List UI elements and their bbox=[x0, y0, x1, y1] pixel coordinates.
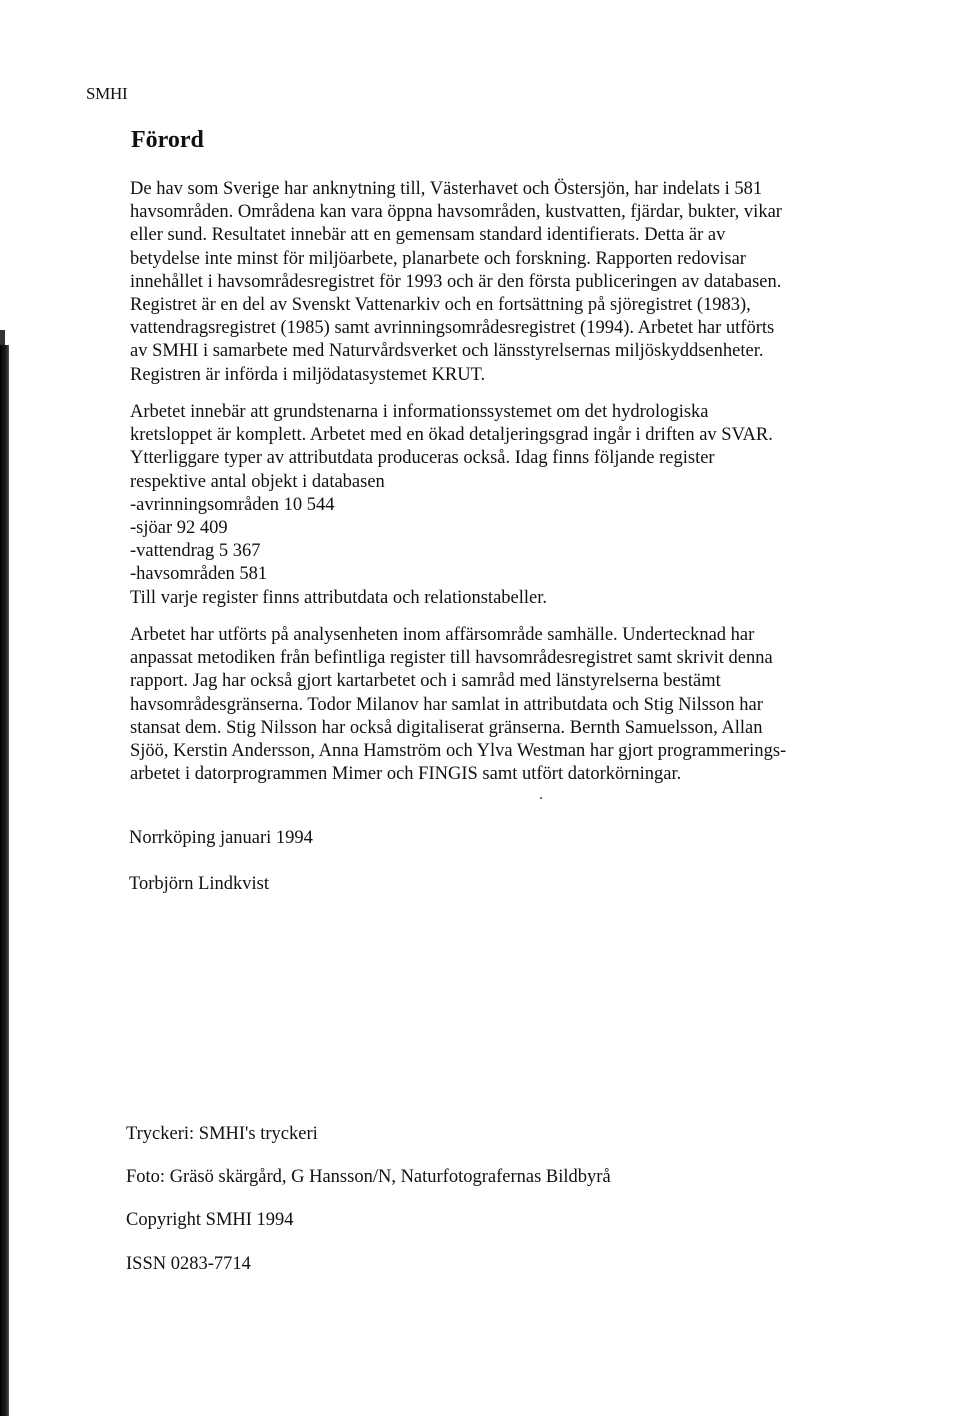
text-line: Ytterliggare typer av attributdata produceras också. Idag finns följande register bbox=[130, 448, 715, 469]
text-line: av SMHI i samarbete med Naturvårdsverket och länsstyrelsernas miljöskyddsenheter. bbox=[130, 341, 764, 362]
colophon-copyright: Copyright SMHI 1994 bbox=[126, 1210, 294, 1230]
text-line: havsområdesgränserna. Todor Milanov har samlat in attributdata och Stig Nilsson har bbox=[130, 694, 763, 715]
colophon-photo-credit: Foto: Gräsö skärgård, G Hansson/N, Naturfotografernas Bildbyrå bbox=[126, 1167, 611, 1187]
text-line: betydelse inte minst för miljöarbete, planarbete och forskning. Rapporten redovisar bbox=[130, 248, 746, 269]
colophon-printer: Tryckeri: SMHI's tryckeri bbox=[126, 1124, 318, 1144]
text-line: stansat dem. Stig Nilsson har också digitaliserat gränserna. Bernth Samuelsson, Allan bbox=[130, 717, 763, 738]
scan-edge-shadow bbox=[0, 345, 9, 1416]
text-line: Arbetet har utförts på analysenheten inom affärsområde samhälle. Undertecknad har bbox=[130, 625, 755, 645]
paragraph-intro bbox=[130, 178, 850, 387]
text-line: vattendragsregistret (1985) samt avrinningsområdesregistret (1994). Arbetet har utförts bbox=[130, 318, 775, 339]
text-line: respektive antal objekt i databasen bbox=[130, 471, 385, 492]
author-signature: Torbjörn Lindkvist bbox=[129, 874, 270, 894]
text-line: arbetet i datorprogrammen Mimer och FINGIS samt utfört datorkörningar. bbox=[130, 764, 682, 785]
scan-speck bbox=[540, 797, 542, 799]
paragraph-acknowledgements bbox=[130, 624, 850, 786]
text-line: Arbetet innebär att grundstenarna i informationssystemet om det hydrologiska bbox=[130, 402, 709, 422]
text-line: kretsloppet är komplett. Arbetet med en ökad detaljeringsgrad ingår i driften av SVAR. bbox=[130, 425, 773, 446]
page-header: SMHI bbox=[86, 84, 128, 103]
text-line: Till varje register finns attributdata och relationstabeller. bbox=[130, 587, 547, 608]
colophon-issn: ISSN 0283-7714 bbox=[126, 1254, 251, 1274]
place-date: Norrköping januari 1994 bbox=[129, 828, 313, 848]
paragraph-registers bbox=[130, 401, 850, 610]
text-line: anpassat metodiken från befintliga register till havsområdesregistret samt skrivit denna bbox=[130, 648, 773, 669]
text-line: innehållet i havsområdesregistret för 1993 och är den första publiceringen av databasen. bbox=[130, 271, 782, 292]
text-line: Registret är en del av Svenskt Vattenarkiv och en fortsättning på sjöregistret (1983), bbox=[130, 295, 751, 316]
text-line: eller sund. Resultatet innebär att en gemensam standard identifierats. Detta är av bbox=[130, 225, 726, 246]
text-line: Sjöö, Kerstin Andersson, Anna Hamström och Ylva Westman har gjort programmerings- bbox=[130, 741, 787, 762]
register-count-item: -havsområden 581 bbox=[130, 564, 268, 585]
text-line: Registren är införda i miljödatasystemet KRUT. bbox=[130, 364, 486, 385]
text-line: De hav som Sverige har anknytning till, Västerhavet och Östersjön, har indelats i 581 bbox=[130, 179, 763, 199]
text-line: rapport. Jag har också gjort kartarbetet och i samråd med länstyrelserna bestämt bbox=[130, 671, 721, 692]
register-count-item: -sjöar 92 409 bbox=[130, 518, 228, 539]
register-count-item: -avrinningsområden 10 544 bbox=[130, 494, 335, 515]
text-line: havsområden. Områdena kan vara öppna havsområden, kustvatten, fjärdar, bukter, vikar bbox=[130, 202, 782, 223]
page-title: Förord bbox=[131, 127, 204, 153]
register-count-item: -vattendrag 5 367 bbox=[130, 541, 261, 562]
